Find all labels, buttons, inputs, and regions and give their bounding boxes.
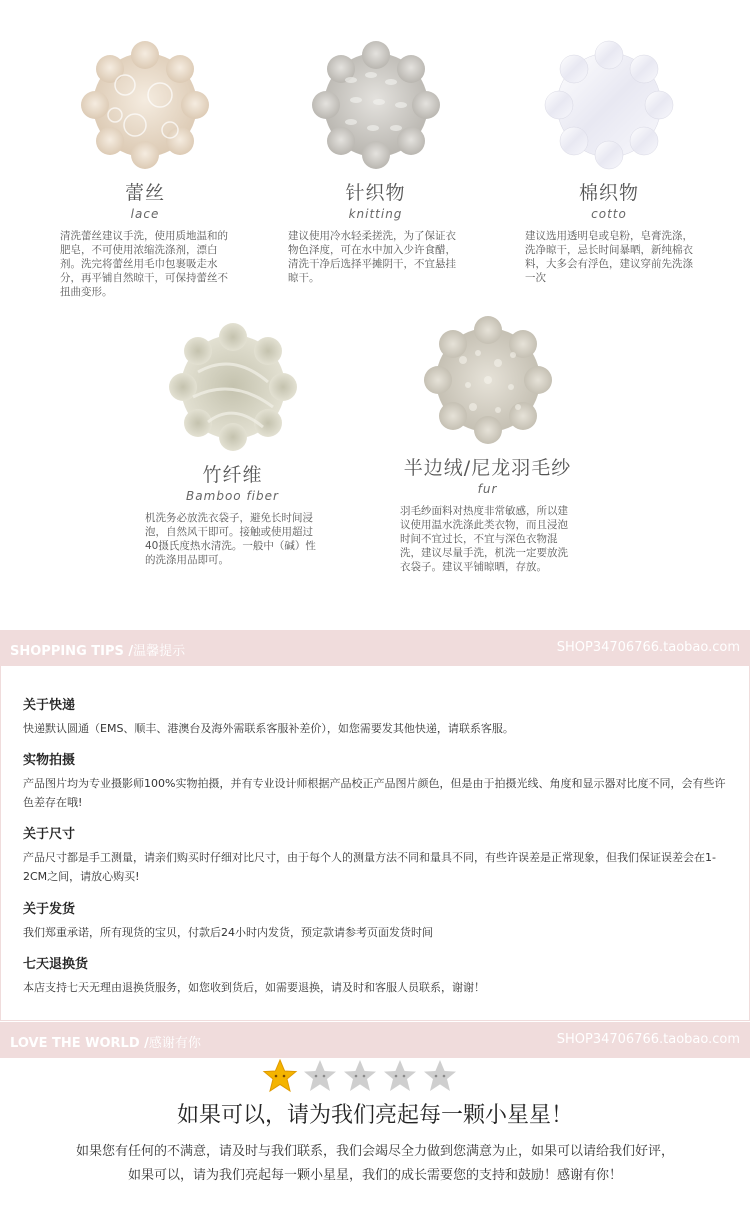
tips-panel (0, 666, 750, 1021)
love-the-world-title (10, 1032, 201, 1051)
fabric-name: 棉织物 (578, 182, 639, 204)
fabric-care-text: 机洗务必放洗衣袋子，避免长时间浸泡，自然风干即可。接触或使用超过40摄氏度热水清洗。一般中（碱）性的洗涤用品即可。 (145, 512, 316, 566)
tip-title: 关于发货 (23, 902, 76, 917)
tip-text: 本店支持七天无理由退换货服务，如您收到货后，如需要退换，请及时和客服人员联系，谢谢！ (23, 981, 485, 994)
fabric-care-text: 建议选用透明皂或皂粉，皂膏洗涤，洗净晾干，忌长时间暴晒，新纯棉衣料，大多会有浮色，建议穿前先洗涤一次 (525, 230, 693, 284)
thanks-line-2: 如果可以，请为我们亮起每一颗小星星，我们的成长需要您的支持和鼓励！感谢有你！ (127, 1168, 622, 1183)
shopping-tips-label: SHOPPING TIPS / (10, 644, 134, 659)
fabric-care-text: 羽毛纱面料对热度非常敏感，所以建议使用温水洗涤此类衣物，而且浸泡时间不宜过长，不宜与深色衣物混洗，建议尽量手洗，机洗一定要放洗衣袋子。建议平铺晾晒，存放。 (400, 505, 568, 573)
tip-title: 关于尺寸 (23, 827, 76, 842)
fabric-name: 针织物 (345, 182, 406, 204)
tip-delivery (23, 898, 728, 942)
cotton-swatch-image (544, 40, 674, 170)
fabric-care-text: 清洗蕾丝建议手洗，使用质地温和的肥皂，不可使用浓缩洗涤剂，漂白剂。洗完将蕾丝用毛巾包裹吸走水分，再平铺自然晾干，可保持蕾丝不扭曲变形。 (60, 230, 228, 298)
fabric-lace (60, 40, 230, 299)
tip-title: 七天退换货 (23, 957, 89, 972)
star-icon-empty[interactable] (302, 1058, 338, 1094)
shopping-tips-bar (0, 630, 750, 666)
fabric-subtitle: cotto (591, 207, 627, 221)
tip-text: 产品图片均为专业摄影师100%实物拍摄，并有专业设计师根据产品校正产品图片颜色，但是由于拍摄光线、角度和显示器对比度不同，会有些许色差存在哦! (23, 777, 726, 809)
tip-returns (23, 953, 728, 997)
fabric-bamboo (145, 322, 320, 567)
fabric-name: 竹纤维 (202, 464, 263, 486)
shopping-tips-title (10, 640, 185, 659)
star-rating (262, 1058, 488, 1094)
tip-text: 我们郑重承诺，所有现货的宝贝，付款后24小时内发货，预定款请参考页面发货时间 (23, 926, 433, 939)
tip-text: 快递默认圆通（EMS、顺丰、港澳台及海外需联系客服补差价），如您需要发其他快递，请联系客服。 (23, 722, 514, 735)
star-icon-empty[interactable] (382, 1058, 418, 1094)
fabric-fur (400, 315, 575, 574)
tip-title: 实物拍摄 (23, 753, 76, 768)
shop-url[interactable]: SHOP34706766.taobao.com (556, 640, 740, 655)
fabric-name: 蕾丝 (124, 182, 165, 204)
fabric-subtitle: lace (130, 207, 160, 221)
love-the-world-bar (0, 1022, 750, 1058)
tip-title: 关于快递 (23, 698, 76, 713)
fabric-knitting (288, 40, 463, 285)
shop-url[interactable]: SHOP34706766.taobao.com (556, 1032, 740, 1047)
star-icon-empty[interactable] (342, 1058, 378, 1094)
fur-swatch-image (423, 315, 553, 445)
love-the-world-label: LOVE THE WORLD / (10, 1036, 149, 1051)
bamboo-swatch-image (168, 322, 298, 452)
tip-text: 产品尺寸都是手工测量，请亲们购买时仔细对比尺寸，由于每个人的测量方法不同和量具不同，有些许误差是正常现象，但我们保证误差会在1-2CM之间，请放心购买! (23, 851, 716, 883)
star-icon-filled[interactable] (262, 1058, 298, 1094)
fabric-subtitle: Bamboo fiber (186, 489, 279, 503)
fabric-cotton (525, 40, 693, 285)
knitting-swatch-image (311, 40, 441, 170)
rating-headline: 如果可以，请为我们亮起每一颗小星星！ (176, 1103, 573, 1128)
tip-photos (23, 749, 728, 812)
fabric-subtitle: fur (477, 482, 498, 496)
tip-size (23, 823, 728, 886)
lace-swatch-image (80, 40, 210, 170)
thanks-message (40, 1140, 710, 1188)
shopping-tips-label-cn: 温馨提示 (133, 644, 186, 659)
tip-shipping (23, 694, 728, 738)
thanks-line-1: 如果您有任何的不满意，请及时与我们联系，我们会竭尽全力做到您满意为止，如果可以请给我们好评， (75, 1144, 674, 1159)
fabric-name: 半边绒/尼龙羽毛纱 (403, 457, 572, 479)
love-the-world-label-cn: 感谢有你 (148, 1036, 201, 1051)
fabric-care-text: 建议使用冷水轻柔搓洗，为了保证衣物色泽度，可在水中加入少许食醋，清洗干净后选择平摊阴干，不宜悬挂晾干。 (288, 230, 456, 284)
star-icon-empty[interactable] (422, 1058, 458, 1094)
fabric-subtitle: knitting (348, 207, 403, 221)
